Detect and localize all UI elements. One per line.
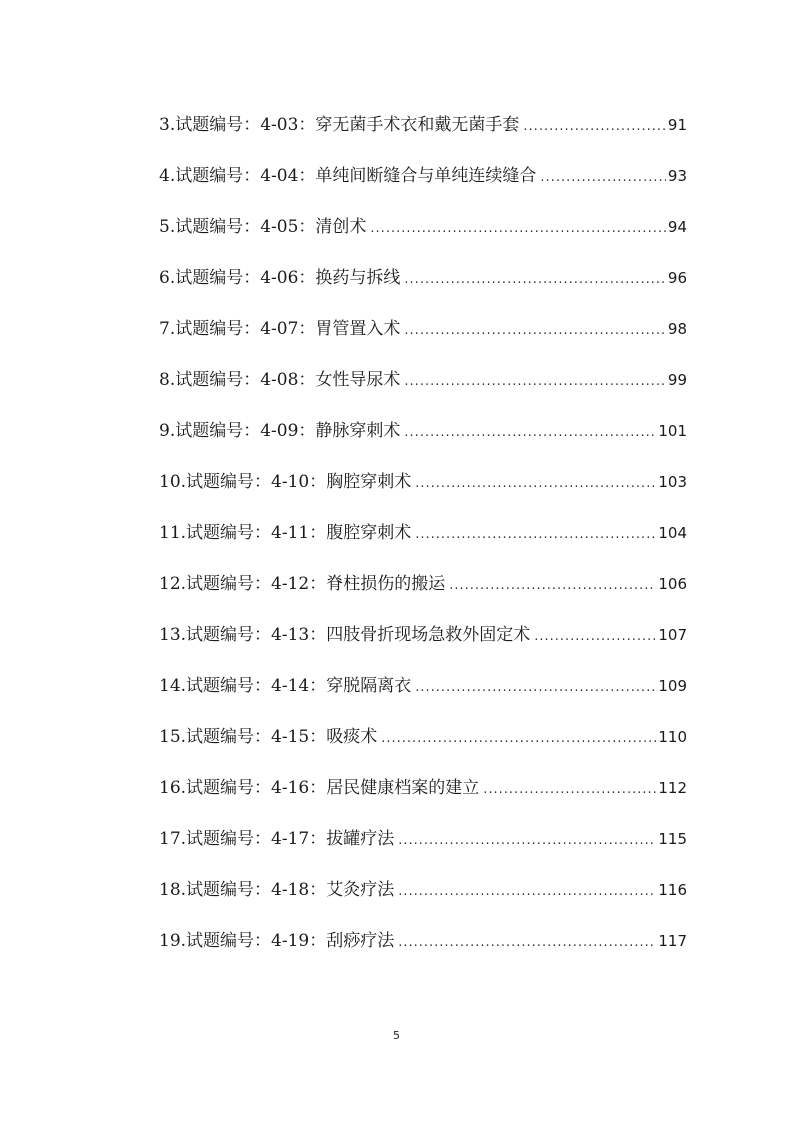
toc-entry-page: 110: [658, 728, 687, 746]
toc-entry[interactable]: [159, 924, 687, 975]
toc-leader-dots: [523, 110, 665, 144]
toc-entry-title: 5.试题编号：4-05：清创术: [159, 217, 367, 237]
toc-entry-page: 101: [658, 422, 687, 440]
toc-entry-title: 18.试题编号：4-18：艾灸疗法: [159, 880, 395, 900]
toc-entry-title: 19.试题编号：4-19：刮痧疗法: [159, 931, 395, 951]
toc-leader-dots: [398, 926, 656, 960]
toc-leader-dots: [540, 161, 665, 195]
toc-entry[interactable]: [159, 822, 687, 873]
toc-leader-dots: [449, 569, 656, 603]
toc-entry-page: 94: [667, 218, 687, 236]
toc-entry[interactable]: [159, 108, 687, 159]
toc-entry[interactable]: [159, 669, 687, 720]
table-of-contents: [159, 108, 687, 975]
toc-entry-page: 93: [667, 167, 687, 185]
toc-leader-dots: [415, 518, 656, 552]
toc-entry-page: 91: [667, 116, 687, 134]
toc-entry-page: 109: [658, 677, 687, 695]
toc-entry-page: 115: [658, 830, 687, 848]
toc-leader-dots: [404, 416, 656, 450]
toc-leader-dots: [404, 263, 665, 297]
toc-entry-page: 117: [658, 932, 687, 950]
toc-leader-dots: [398, 875, 656, 909]
toc-entry-page: 104: [658, 524, 687, 542]
toc-entry-page: 98: [667, 320, 687, 338]
toc-entry-title: 7.试题编号：4-07：胃管置入术: [159, 319, 401, 339]
toc-entry-title: 4.试题编号：4-04：单纯间断缝合与单纯连续缝合: [159, 166, 537, 186]
toc-leader-dots: [404, 314, 665, 348]
toc-leader-dots: [404, 365, 665, 399]
toc-entry[interactable]: [159, 261, 687, 312]
toc-entry[interactable]: [159, 363, 687, 414]
toc-leader-dots: [398, 824, 656, 858]
toc-entry-title: 8.试题编号：4-08：女性导尿术: [159, 370, 401, 390]
toc-entry-page: 106: [658, 575, 687, 593]
toc-entry[interactable]: [159, 567, 687, 618]
toc-entry-page: 99: [667, 371, 687, 389]
toc-entry[interactable]: [159, 414, 687, 465]
toc-entry-title: 14.试题编号：4-14：穿脱隔离衣: [159, 676, 412, 696]
toc-entry[interactable]: [159, 210, 687, 261]
toc-entry-page: 112: [658, 779, 687, 797]
toc-leader-dots: [415, 671, 656, 705]
toc-leader-dots: [381, 722, 656, 756]
toc-entry-title: 6.试题编号：4-06：换药与拆线: [159, 268, 401, 288]
toc-entry-page: 96: [667, 269, 687, 287]
toc-entry[interactable]: [159, 720, 687, 771]
toc-entry-title: 16.试题编号：4-16：居民健康档案的建立: [159, 778, 480, 798]
toc-entry-page: 116: [658, 881, 687, 899]
toc-leader-dots: [483, 773, 656, 807]
toc-entry[interactable]: [159, 873, 687, 924]
toc-entry-title: 13.试题编号：4-13：四肢骨折现场急救外固定术: [159, 625, 531, 645]
toc-entry[interactable]: [159, 465, 687, 516]
toc-entry[interactable]: [159, 159, 687, 210]
toc-leader-dots: [370, 212, 665, 246]
toc-entry-title: 9.试题编号：4-09：静脉穿刺术: [159, 421, 401, 441]
toc-entry-title: 17.试题编号：4-17：拔罐疗法: [159, 829, 395, 849]
toc-entry-title: 3.试题编号：4-03：穿无菌手术衣和戴无菌手套: [159, 115, 520, 135]
page-number-footer: 5: [393, 1029, 400, 1042]
toc-leader-dots: [534, 620, 656, 654]
toc-entry-title: 11.试题编号：4-11：腹腔穿刺术: [159, 523, 412, 543]
toc-entry[interactable]: [159, 771, 687, 822]
toc-entry[interactable]: [159, 312, 687, 363]
toc-entry[interactable]: [159, 618, 687, 669]
toc-entry-title: 15.试题编号：4-15：吸痰术: [159, 727, 378, 747]
toc-entry-title: 12.试题编号：4-12：脊柱损伤的搬运: [159, 574, 446, 594]
toc-entry[interactable]: [159, 516, 687, 567]
toc-leader-dots: [415, 467, 656, 501]
toc-entry-title: 10.试题编号：4-10：胸腔穿刺术: [159, 472, 412, 492]
toc-entry-page: 103: [658, 473, 687, 491]
toc-entry-page: 107: [658, 626, 687, 644]
